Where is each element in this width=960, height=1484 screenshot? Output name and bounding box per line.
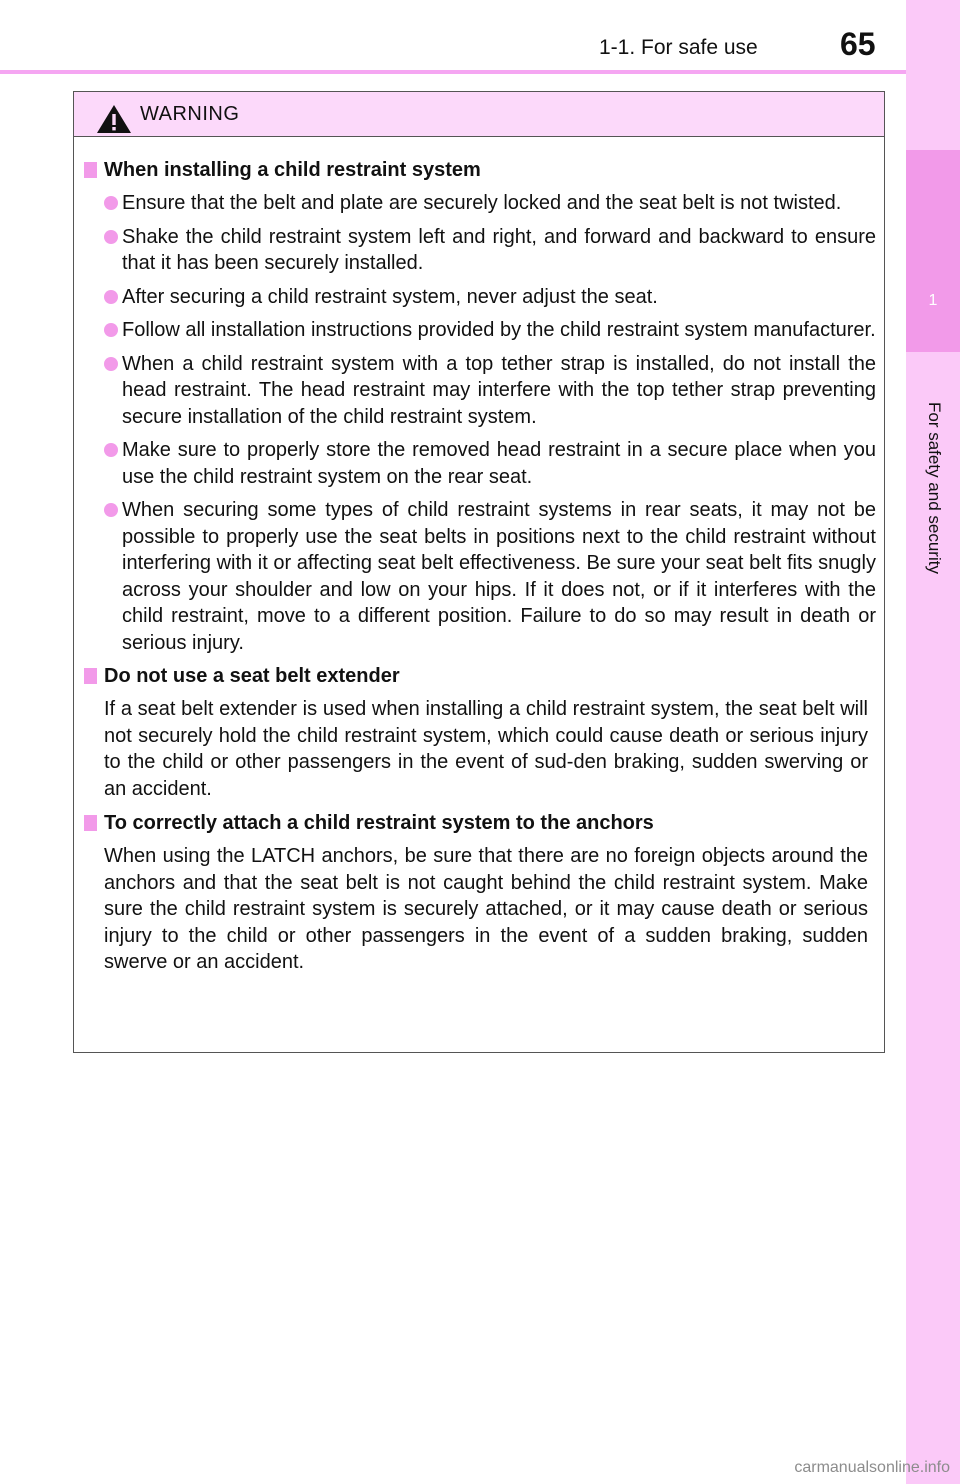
chapter-number: 1 [928,292,938,309]
bullet-item: After securing a child restraint system, never adjust the seat. [84,284,876,311]
warning-box [73,91,885,1053]
bullet-item: Ensure that the belt and plate are securely locked and the seat belt is not twisted. [84,190,876,217]
bullet-item: Make sure to properly store the removed head restraint in a secure place when you use the child restraint system on the rear seat. [84,437,876,490]
warning-body [74,137,884,976]
bullet-item: When a child restraint system with a top tether strap is installed, do not install the head restraint. The head restraint may interfere with the top tether strap preventing secure installation of the child restraint system. [84,351,876,431]
bullet-item: When securing some types of child restraint systems in rear seats, it may not be possible to properly use the seat belts in positions next to the child restraint without interfering with it or affecting seat belt effectiveness. Be sure your seat belt fits snugly across your shoulder and low on your hips. If it does not, or if it interferes with the child restraint, move to a different position. Failure to do so may result in death or serious injury. [84,497,876,656]
chapter-title: For safety and security [925,402,944,574]
page-header [0,0,906,72]
section-heading: Do not use a seat belt extender [84,663,876,690]
section-title: 1-1. For safe use [599,36,758,59]
warning-triangle-icon [96,104,132,134]
warning-header [74,92,884,137]
watermark: carmanualsonline.info [794,1459,950,1476]
warning-label: WARNING [140,103,240,125]
section-paragraph: If a seat belt extender is used when installing a child restraint system, the seat belt will not securely hold the child restraint system, which could cause death or serious injury to the child or other passengers in the event of sud-den braking, sudden swerving or an accident. [104,698,868,800]
section-heading: To correctly attach a child restraint system to the anchors [84,810,876,837]
bullet-item: Shake the child restraint system left and right, and forward and backward to ensure that it has been securely installed. [84,224,876,277]
header-rule [0,70,906,74]
side-tab [906,0,960,1484]
page-number: 65 [840,26,876,62]
chapter-box [906,150,960,352]
section-heading: When installing a child restraint system [84,157,876,184]
section-paragraph: When using the LATCH anchors, be sure that there are no foreign objects around the anchors and that the seat belt is not caught behind the child restraint system. Make sure the child restraint system is securely attached, or it may cause death or serious injury to the child or other passengers in the event of a sudden braking, sudden swerve or an accident. [104,845,868,973]
bullet-list [84,190,876,656]
bullet-item: Follow all installation instructions provided by the child restraint system manufacturer. [84,317,876,344]
